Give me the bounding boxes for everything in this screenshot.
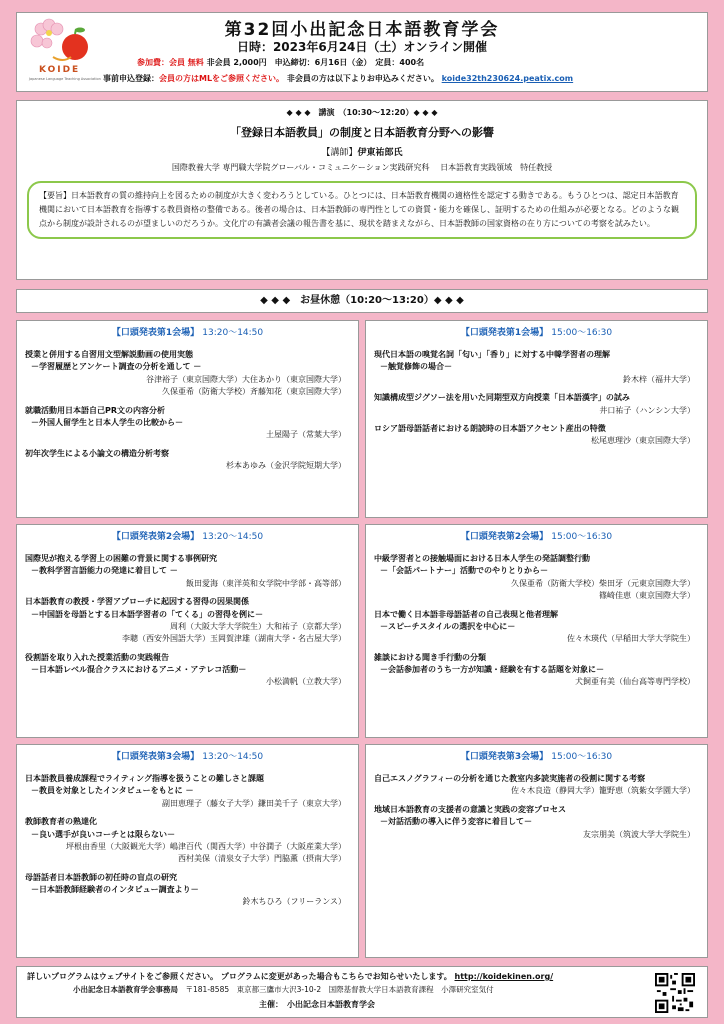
talk-item: [25, 872, 350, 909]
logo-subtext: Japanese Language Teaching Association: [29, 77, 101, 81]
session-time: 13:20〜14:50: [202, 328, 264, 338]
session-row-2: [16, 524, 708, 738]
session-column: [16, 744, 359, 958]
talk-title: 母語話者日本語教師の初任時の盲点の研究: [25, 872, 177, 882]
session-heading: [25, 531, 350, 545]
session-time: 13:20〜14:50: [202, 532, 264, 542]
talk-authors: 友宗朋美（筑波大学大学院生）: [583, 829, 695, 839]
talk-item: [25, 652, 350, 689]
talk-title: 自己エスノグラフィーの分析を通じた教室内多読実施者の役割に関する考察: [374, 773, 646, 783]
talk-subtitle: －良い選手が良いコーチとは限らない－: [31, 829, 175, 839]
talk-item: [25, 349, 350, 399]
session-time: 13:20〜14:50: [202, 752, 264, 762]
talk-authors: 篠崎佳恵（東京国際大学）: [599, 591, 695, 601]
speaker-name: 伊東祐郎氏: [357, 148, 403, 158]
lecture-speaker: [17, 145, 707, 158]
talk-title: 国際児が抱える学習上の困難の背景に関する事例研究: [25, 553, 217, 563]
talk-subtitle: －対話活動の導入に伴う変容に着目して－: [380, 817, 532, 827]
talk-title: 日本語教員養成課程でライティング指導を扱うことの難しさと課題: [25, 773, 264, 783]
talk-authors: 佐々木良造（静岡大学）籠野恵（筑紫女学園大学）: [511, 786, 695, 796]
talk-item: [25, 448, 350, 473]
footer-note-text: 詳しいプログラムはウェブサイトをご参照ください。 プログラムに変更があった場合もこちらでお知らせいたします。: [27, 972, 452, 981]
talk-authors: 西村美保（清泉女子大学）門脇薫（摂南大学）: [178, 854, 346, 864]
talk-authors: 鈴木梓（福井大学）: [623, 374, 695, 384]
reg-label: 事前申込登録：: [103, 74, 159, 83]
talk-item: [374, 392, 699, 417]
talk-title: 日本で働く日本語非母語話者の自己表現と他者理解: [374, 609, 558, 619]
talk-authors: 杉本あゆみ（金沢学院短期大学）: [226, 461, 346, 471]
website-link[interactable]: http://koidekinen.org/: [454, 972, 554, 981]
talk-title: ロシア語母語話者における朗読時の日本語アクセント産出の特徴: [374, 423, 606, 433]
talk-subtitle: －中国語を母語とする日本語学習者の「てくる」の習得を例に－: [31, 609, 263, 619]
talk-authors: 土屋陽子（常葉大学）: [266, 430, 346, 440]
speaker-affiliation: 国際教養大学 専門職大学院グローバル・コミュニケーション実践研究科 日本語教育実践領域 特任教授: [171, 163, 553, 172]
talk-subtitle: －日本語教師経験者のインタビュー調査より－: [31, 885, 199, 895]
lunch-break: ◆ ◆ ◆ お昼休憩（10:20〜13:20）◆ ◆ ◆: [16, 289, 708, 313]
session-label: 【口頭発表第2会場】: [460, 532, 549, 542]
session-label: 【口頭発表第1会場】: [111, 328, 200, 338]
office-name: 小出記念日本語教育学会事務局: [73, 985, 178, 994]
session-label: 【口頭発表第3会場】: [111, 752, 200, 762]
talk-title: 授業と併用する自習用文型解説動画の使用実態: [25, 349, 193, 359]
footer-note: [27, 971, 553, 982]
talk-authors: 李聰（西安外国語大学）玉岡賀津雄（湖南大学・名古屋大学）: [122, 634, 346, 644]
organizer: 主催： 小出記念日本語教育学会: [259, 1000, 375, 1009]
talk-item: [25, 553, 350, 590]
reg-member: 会員の方はMLをご参照ください。: [159, 74, 285, 83]
session-column: [365, 744, 708, 958]
talk-item: [374, 804, 699, 841]
session-column: [365, 320, 708, 518]
lecture-heading: ◆ ◆ ◆ 講演 （10:30〜12:20）◆ ◆ ◆: [286, 108, 438, 117]
talk-subtitle: －学習履歴とアンケート調査の分析を通して －: [31, 362, 202, 372]
reg-nonmember: 非会員の方は以下よりお申込みください。: [286, 74, 439, 83]
talk-title: 教師教育者の熟達化: [25, 817, 97, 827]
fee-info: [137, 57, 424, 68]
talk-subtitle: －外国人留学生と日本人学生の比較から－: [31, 417, 183, 427]
talk-item: [25, 596, 350, 646]
registration-info: [103, 73, 573, 84]
session-heading: [374, 327, 699, 341]
talk-authors: 久保亜希（防衛大学校）柴田牙（元東京国際大学）: [511, 578, 695, 588]
page-title: 第32回小出記念日本語教育学会: [224, 20, 500, 40]
talk-subtitle: －会話参加者のうち一方が知識・経験を有する話題を対象に－: [380, 665, 604, 675]
lecture-panel: [16, 100, 708, 280]
talk-item: [374, 349, 699, 386]
talk-subtitle: －教員を対象としたインタビューをもとに －: [31, 786, 194, 796]
talk-title: 初年次学生による小論文の構造分析考察: [25, 448, 169, 458]
talk-authors: 坪根由香里（大阪観光大学）嶋津百代（関西大学）中谷潤子（大阪産業大学）: [66, 841, 346, 851]
office-info: [73, 984, 494, 995]
speaker-label: 【講師】: [321, 148, 358, 158]
session-label: 【口頭発表第3会場】: [460, 752, 549, 762]
session-row-3: [16, 744, 708, 958]
talk-title: 中級学習者との接触場面における日本人学生の発話調整行動: [374, 553, 590, 563]
talk-authors: 副田恵理子（藤女子大学）鎌田美千子（東京大学）: [162, 798, 346, 808]
talk-item: [374, 652, 699, 689]
talk-authors: 犬飼亜有美（仙台高等専門学校）: [575, 677, 695, 687]
talk-authors: 周利（大阪大学大学院生）大和祐子（京都大学）: [170, 621, 346, 631]
talk-item: [374, 609, 699, 646]
talk-item: [25, 405, 350, 442]
session-heading: [374, 531, 699, 545]
fee-label: 参加費：会員 無料: [137, 58, 204, 67]
session-label: 【口頭発表第2会場】: [111, 532, 200, 542]
talk-subtitle: －触覚修飾の場合－: [380, 362, 452, 372]
session-column: [16, 320, 359, 518]
talk-item: [374, 773, 699, 798]
header-panel: [16, 12, 708, 92]
talk-item: [25, 816, 350, 866]
registration-link[interactable]: koide32th230624.peatix.com: [441, 74, 574, 83]
talk-subtitle: －「会話パートナー」活動でのやりとりから－: [380, 566, 548, 576]
session-heading: [25, 327, 350, 341]
talk-subtitle: －スピーチスタイルの選択を中心に－: [380, 621, 516, 631]
session-heading: [374, 751, 699, 765]
session-column: [365, 524, 708, 738]
talk-authors: 谷津裕子（東京国際大学）大住あかり（東京国際大学）: [146, 374, 346, 384]
talk-authors: 鈴木ちひろ（フリーランス）: [242, 897, 346, 907]
office-address: 〒181-8585 東京都三鷹市大沢3-10-2 国際基督教大学日本語教育課程 小澤研究室気付: [185, 985, 494, 994]
talk-authors: 飯田愛海（東洋英和女学院中学部・高等部）: [186, 578, 346, 588]
talk-title: 日本語教育の教授・学習アプローチに起因する習得の因果関係: [25, 597, 249, 607]
talk-authors: 小松満帆（立教大学）: [266, 677, 346, 687]
talk-item: [374, 423, 699, 448]
session-heading: [25, 751, 350, 765]
footer-panel: [16, 966, 708, 1018]
session-time: 15:00〜16:30: [551, 328, 613, 338]
fee-rest: 非会員 2,000円 申込締切：6月16日（金） 定員：400名: [206, 58, 425, 67]
talk-title: 役割語を取り入れた授業活動の実践報告: [25, 652, 169, 662]
event-date: 日時：2023年6月24日（土）オンライン開催: [236, 40, 488, 54]
qr-code-icon[interactable]: [655, 973, 695, 1013]
talk-title: 現代日本語の嗅覚名詞「匂い」「香り」に対する中韓学習者の理解: [374, 349, 610, 359]
talk-title: 地域日本語教育の支援者の意識と実践の変容プロセス: [374, 804, 566, 814]
talk-title: 就職活動用日本語自己PR文の内容分析: [25, 405, 166, 415]
session-row-1: [16, 320, 708, 518]
session-label: 【口頭発表第1会場】: [460, 328, 549, 338]
talk-title: 知識構成型ジグソー法を用いた同期型双方向授業「日本語漢字」の試み: [374, 393, 630, 403]
talk-authors: 松尾恵理沙（東京国際大学）: [591, 436, 695, 446]
session-time: 15:00〜16:30: [551, 532, 613, 542]
talk-authors: 久保亜希（防衛大学校）斉藤知花（東京国際大学）: [162, 387, 346, 397]
talk-authors: 佐々木瑛代（早稲田大学大学院生）: [567, 634, 695, 644]
talk-item: [374, 553, 699, 603]
lecture-title: 「登録日本語教員」の制度と日本語教育分野への影響: [230, 126, 494, 139]
lecture-summary: 【要旨】日本語教育の質の維持向上を図るための制度が大きく変わろうとしている。ひとつには、日本語教育機関の適格性を認定する動きである。もうひとつは、認定日本語教育機関において日本語教育を指導する教員資格の整備である。後者の場合は、日本語教師の専門性としての資質・能力を確保し、証明するための仕組みが必要となる。どのような観点から制度が設計されるのが望ましいのだろうか。文化庁の有識者会議の報告書を基に、現状を踏まえながら、日本語教師の国家資格の在り方についての考察を試みたい。: [27, 181, 697, 239]
talk-title: 雑談における聞き手行動の分類: [374, 652, 486, 662]
logo-text: KOIDE: [39, 65, 81, 75]
talk-authors: 井口祐子（ハンシン大学）: [599, 405, 695, 415]
session-column: [16, 524, 359, 738]
talk-subtitle: －教科学習言語能力の発達に着目して －: [31, 566, 178, 576]
talk-item: [25, 773, 350, 810]
session-time: 15:00〜16:30: [551, 752, 613, 762]
talk-subtitle: －日本語レベル混合クラスにおけるアニメ・アテレコ活動－: [31, 665, 247, 675]
